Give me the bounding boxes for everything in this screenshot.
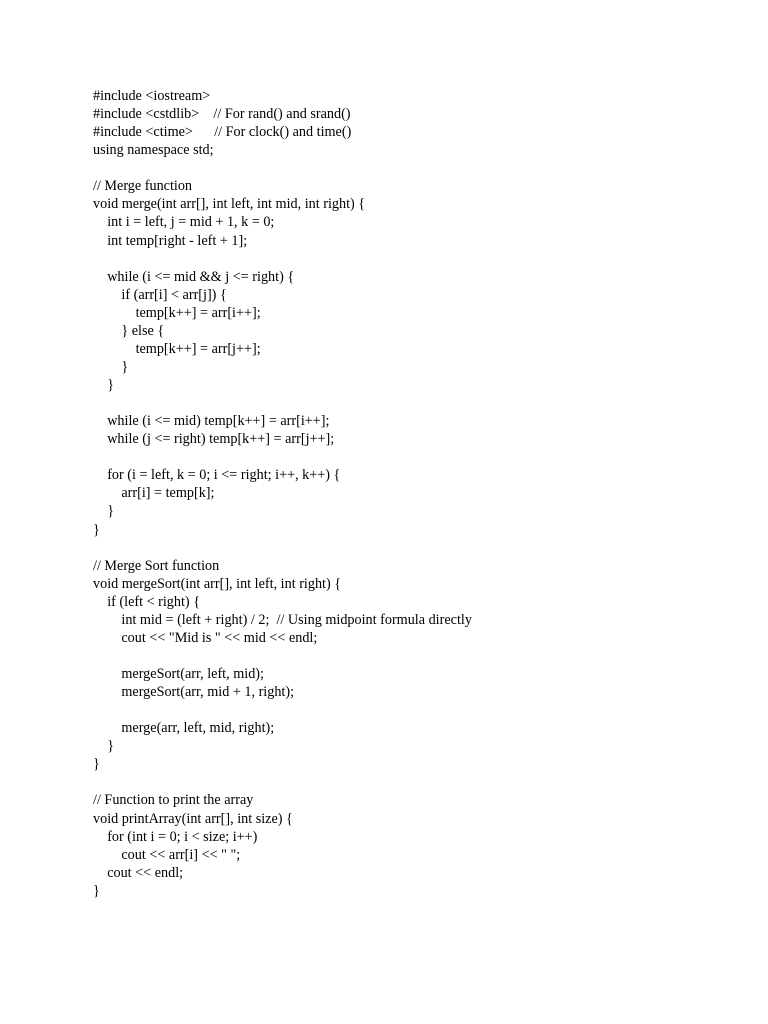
code-line: int i = left, j = mid + 1, k = 0;: [93, 214, 275, 231]
code-line: [93, 394, 733, 412]
code-line: arr[i] = temp[k];: [93, 485, 215, 502]
code-line: #include <iostream>: [93, 88, 211, 104]
code-line: }: [93, 377, 114, 393]
code-line: // Merge Sort function: [93, 557, 220, 574]
code-line: mergeSort(arr, left, mid);: [93, 666, 264, 682]
code-block: [93, 87, 733, 900]
code-line: }: [93, 358, 129, 375]
code-line: void merge(int arr[], int left, int mid, int right) {: [93, 196, 366, 213]
code-line: #include <cstdlib> // For rand() and srand(): [93, 106, 351, 123]
code-line: [93, 701, 733, 719]
code-line: cout << endl;: [93, 864, 184, 881]
code-line: } else {: [93, 322, 165, 339]
code-line: temp[k++] = arr[j++];: [93, 340, 261, 357]
code-line: mergeSort(arr, mid + 1, right);: [93, 684, 295, 701]
code-line: [93, 539, 733, 557]
code-line: [93, 159, 733, 177]
code-line: #include <ctime> // For clock() and time(): [93, 124, 352, 141]
code-line: while (j <= right) temp[k++] = arr[j++];: [93, 431, 335, 448]
code-line: [93, 250, 733, 268]
code-line: while (i <= mid && j <= right) {: [93, 268, 295, 285]
code-line: using namespace std;: [93, 142, 214, 159]
code-line: }: [93, 756, 100, 773]
code-line: // Function to print the array: [93, 792, 254, 809]
code-line: }: [93, 521, 100, 538]
code-line: for (i = left, k = 0; i <= right; i++, k++) {: [93, 467, 341, 484]
code-line: temp[k++] = arr[i++];: [93, 304, 261, 321]
code-line: void printArray(int arr[], int size) {: [93, 810, 293, 827]
code-line: }: [93, 882, 100, 899]
code-line: for (int i = 0; i < size; i++): [93, 828, 258, 845]
code-line: int temp[right - left + 1];: [93, 232, 248, 249]
code-line: [93, 448, 733, 466]
code-line: }: [93, 503, 114, 520]
code-line: merge(arr, left, mid, right);: [93, 720, 275, 737]
code-line: cout << "Mid is " << mid << endl;: [93, 629, 318, 646]
code-line: // Merge function: [93, 178, 193, 195]
code-line: cout << arr[i] << " ";: [93, 846, 241, 863]
code-line: if (left < right) {: [93, 593, 201, 610]
code-line: int mid = (left + right) / 2; // Using midpoint formula directly: [93, 611, 472, 628]
code-line: while (i <= mid) temp[k++] = arr[i++];: [93, 413, 330, 430]
code-line: if (arr[i] < arr[j]) {: [93, 286, 227, 303]
code-line: [93, 773, 733, 791]
code-line: void mergeSort(int arr[], int left, int right) {: [93, 575, 342, 592]
code-line: }: [93, 738, 114, 755]
code-line: [93, 647, 733, 665]
